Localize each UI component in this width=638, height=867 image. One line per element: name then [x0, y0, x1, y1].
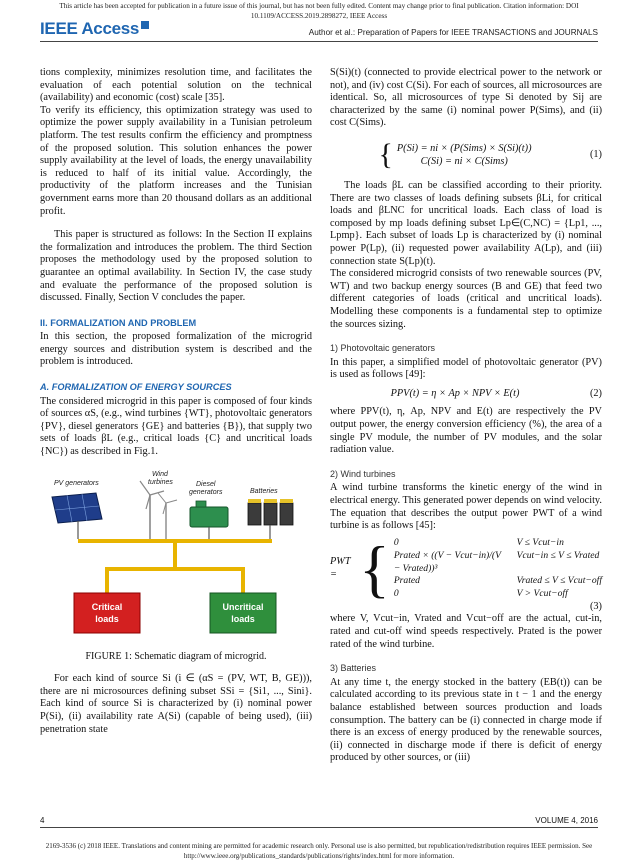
right-paragraph-4: In this paper, a simplified model of photovoltaic generator (PV) is used as follows [49]:: [330, 356, 602, 381]
equation-2-number: (2): [589, 387, 602, 399]
distribution-bar: [105, 567, 245, 571]
eq3-row-1-condition: V ≤ Vcut−in: [516, 537, 564, 549]
equation-3-number: (3): [589, 600, 602, 612]
right-column: [330, 67, 602, 765]
top-bus-bar: [78, 539, 272, 543]
equation-3-cases: [394, 537, 602, 600]
eq3-row-4-condition: V > Vcut−off: [516, 587, 568, 599]
footer-rule: [40, 827, 598, 828]
eq3-row-2-condition: Vcut−in ≤ V ≤ Vrated: [516, 549, 600, 561]
equation-1-row-a: P(Si) = ni × (P(Sims) × S(Si)(t)): [396, 142, 532, 154]
logo-text: IEEE Access: [40, 19, 140, 38]
wind-label-2: turbines: [148, 478, 173, 486]
left-paragraph-1: tions complexity, minimizes resolution time, and facilitates the evaluation of each potential solution on the technical (availability) and economic (cost) scale [35].: [40, 67, 312, 104]
critical-load-box: [74, 593, 140, 633]
wind-turbine-icon: [140, 478, 177, 539]
eq3-row-4-value: 0: [393, 587, 399, 599]
battery-icon: [248, 499, 293, 539]
doi-notice: 10.1109/ACCESS.2019.2898272, IEEE Access: [250, 12, 388, 20]
copyright-line-2: http://www.ieee.org/publications_standards/publications/rights/index.html for more information.: [183, 852, 455, 860]
uncritical-label-2: loads: [231, 613, 255, 624]
wind-label-1: Wind: [152, 470, 168, 478]
right-paragraph-2: The loads βL can be classified according to their priority. There are two classes of loads defining subsets βLi, for critical loads and βLNC for uncritical loads. Each class of load is composed by mp loads defining subset Lp∈(C,NC) = {Lp1, ..., Lpmp}. Each subset of loads Lp is characterized by (i) nominal power P(Lp), (ii) requested power availability A(Lp), and (iii) connection state S(Lp)(t).: [330, 179, 602, 267]
pv-label: PV generators: [54, 479, 99, 487]
logo-square-icon: [141, 21, 149, 29]
page-number: 4: [40, 816, 45, 825]
subsection-wind-title: 2) Wind turbines: [330, 468, 396, 479]
right-paragraph-3: The considered microgrid consists of two renewable sources (PV, WT) and two backup energy sources (B and GE) that feed two different categories of loads (critical and uncritical loads). Modelling these components is a fundamental step to optimize the sources sizing.: [330, 268, 602, 330]
battery-label: Batteries: [250, 487, 278, 495]
header-rule: [40, 41, 598, 42]
equation-1-number: (1): [589, 148, 602, 160]
copyright-line-1: 2169-3536 (c) 2018 IEEE. Translations and content mining are permitted for academic research only. Personal use is also permitted, but republication/redistribution requires IEEE permission. See: [45, 842, 593, 850]
section-2-title: II. FORMALIZATION AND PROBLEM: [40, 317, 197, 328]
eq3-row-3-condition: Vrated ≤ V ≤ Vcut−off: [516, 575, 602, 587]
critical-feed: [105, 571, 109, 593]
equation-3-brace: {: [359, 532, 390, 604]
diesel-label-2: generators: [189, 488, 223, 496]
left-paragraph-6: For each kind of source Si (i ∈ (αS = (PV, WT, B, GE))), there are ni microsources defining subset SSi = {Si1, ..., Sini}. Each kind of source Si is characterized by (i) nominal power P(Si), (ii) availability rate A(Si) (capable of being used), (iii) penetration state: [40, 673, 312, 735]
critical-label-1: Critical: [91, 601, 123, 612]
right-paragraph-5: where PPV(t), η, Ap, NPV and E(t) are respectively the PV output power, the energy conversion efficiency (%), the area of a single PV module, the number of PV modules, and the solar radiation value.: [330, 406, 602, 456]
right-paragraph-7: where V, Vcut−in, Vrated and Vcut−off are the actual, cut-in, rated and cut-off wind speeds respectively. Prated is the power rated of the wind turbine.: [330, 613, 602, 650]
equation-1: [330, 137, 602, 171]
left-paragraph-4: In this section, the proposed formalization of the microgrid energy sources and distribution system is described and the problem is introduced.: [40, 331, 312, 368]
equation-2: [330, 388, 602, 401]
figure-caption: FIGURE 1: Schematic diagram of microgrid.: [85, 650, 267, 662]
eq3-row-2-value: Prated × ((V − Vcut−in)/(V − Vrated))³: [393, 549, 501, 574]
uncritical-label-1: Uncritical: [222, 601, 264, 612]
equation-3: [330, 532, 602, 604]
eq3-row-1-value: 0: [393, 537, 399, 549]
right-paragraph-6: A wind turbine transforms the kinetic energy of the wind in electrical energy. This generated power depends on wind velocity. The equation that describes the output power PWT of a wind turbine is as follows [45]:: [330, 482, 602, 532]
ieee-access-logo: [40, 19, 149, 39]
bus-riser: [173, 543, 177, 567]
microgrid-diagram: [40, 467, 312, 645]
pv-panel-icon: [52, 493, 102, 539]
left-column: [40, 67, 312, 736]
right-paragraph-1: S(Si)(t) (connected to provide electrical power to the network or not), and (iv) cost C(Si). For each of sources, all microsources are identical. So, all microsources of type Si denoted by Sij are characterized by the same (i) nominal power P(Sims), and (ii) cost C(Sims).: [330, 67, 602, 129]
left-paragraph-3: This paper is structured as follows: In the Section II explains the formalization and introduces the problem. The third Section proposes the methodology used by the proposed solution to guarantee an optimal availability. In Section IV, the case study and evaluate the performance of the proposed solution is discussed. Finally, Section V concludes the paper.: [40, 229, 312, 304]
volume-label: VOLUME 4, 2016: [535, 816, 598, 825]
equation-1-brace: {: [378, 137, 393, 171]
subsection-pv-title: 1) Photovoltaic generators: [330, 343, 436, 354]
running-head: Author et al.: Preparation of Papers for IEEE TRANSACTIONS and JOURNALS: [308, 28, 598, 37]
critical-label-2: loads: [95, 613, 119, 624]
subsection-batteries-title: 3) Batteries: [330, 663, 377, 674]
equation-2-body: PPV(t) = η × Ap × NPV × E(t): [390, 387, 520, 399]
eq3-row-3-value: Prated: [393, 575, 420, 587]
right-paragraph-8: At any time t, the energy stocked in the battery (EB(t)) can be calculated according to its previous state in t − 1 and the energy balance established between sources production and loads consumption. The battery can be (i) connected in charge mode if there is an excess of energy produced by the renewable sources, (ii) connected in discharge mode if there is deficit of energy produced by other sources, or (iii): [330, 676, 602, 764]
left-paragraph-5: The considered microgrid in this paper is composed of four kinds of sources αS, (e.g., wind turbines {WT}, photovoltaic generators {PV}, diesel generators {GE} and batteries {B}), that supply two sets of loads βL (e.g., critical loads {C} and uncritical loads {NC}) as described in Fig.1.: [40, 395, 312, 458]
diesel-generator-icon: [190, 501, 228, 539]
diesel-label-1: Diesel: [196, 480, 216, 488]
uncritical-feed: [241, 571, 245, 593]
equation-1-row-b: C(Si) = ni × C(Sims): [420, 155, 508, 167]
uncritical-load-box: [210, 593, 276, 633]
accepted-notice: This article has been accepted for publication in a future issue of this journal, but has not been fully edited. Content may change prior to final publication. Citation information: DOI: [59, 2, 579, 10]
microgrid-figure: [40, 467, 312, 645]
left-paragraph-2: To verify its efficiency, this optimization strategy was used to optimize the power supply availability in a Tunisian petroleum platform. The test results confirm the efficiency and promptness of the proposed solution. This solution enhances the power supply availability at the level of loads, the energy unavailability is reduced to half of its initial value. Accordingly, the productivity of the platform increases and the Tunisian government earns more than 20 thousand dollars as an additional profit.: [40, 104, 312, 217]
subsection-a-title: A. FORMALIZATION OF ENERGY SOURCES: [40, 382, 232, 393]
equation-3-lhs: PWT =: [330, 556, 351, 580]
